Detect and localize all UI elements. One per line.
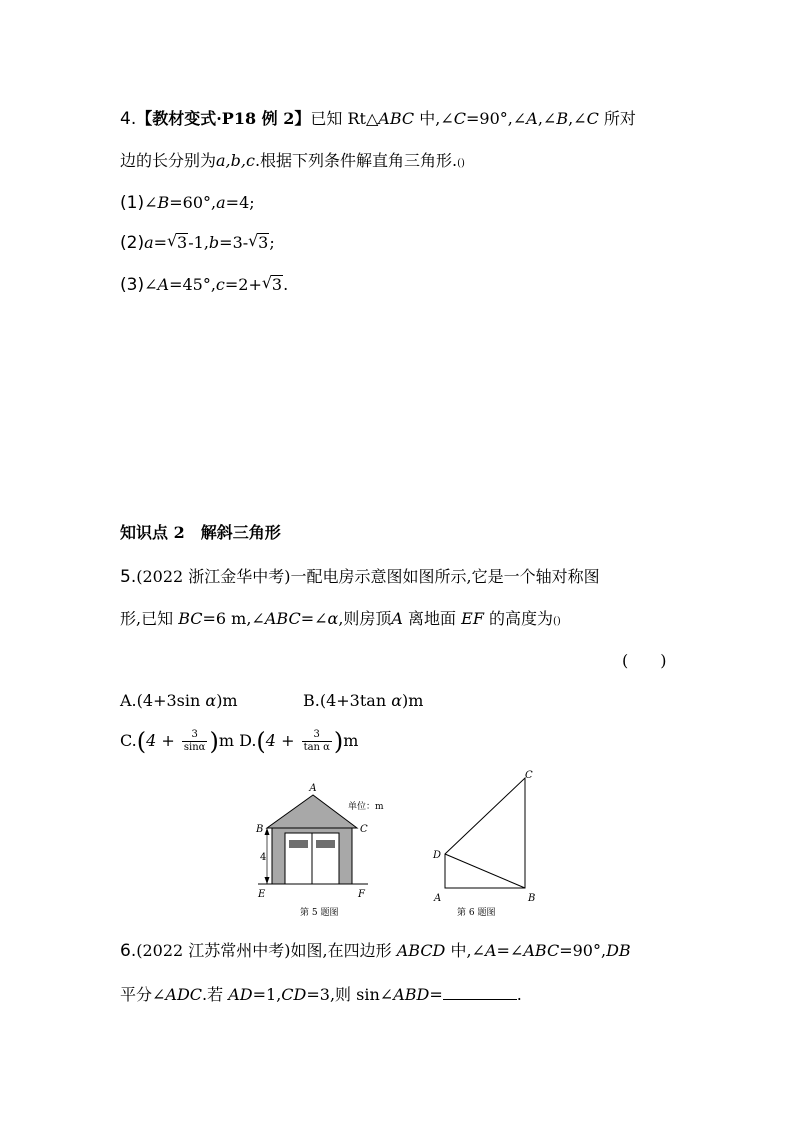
label-height-4: 4: [260, 852, 267, 863]
q4-var: a: [144, 233, 154, 252]
figure-6-quadrilateral-diagram: [425, 764, 555, 928]
q5-options-cd: [120, 726, 358, 757]
q4-var: c: [215, 275, 225, 294]
q4-var: a: [216, 193, 226, 212]
q5-option-a[interactable]: [120, 690, 238, 712]
fraction: [182, 729, 208, 754]
q4-part-2: [120, 232, 275, 254]
q4-var: A: [157, 275, 170, 294]
q5-text: =∠: [300, 609, 328, 628]
option-var: α: [391, 691, 403, 710]
q6-var: ADC: [165, 985, 203, 1004]
option-text: 4 +: [146, 731, 180, 750]
q4-text: ,∠: [568, 109, 587, 128]
figure-5-caption: 第 5 题图: [300, 908, 339, 918]
q5-var: α: [327, 609, 339, 628]
q6-text: =: [429, 985, 443, 1004]
label-d: D: [433, 850, 442, 861]
option-text: 4 +: [265, 731, 300, 750]
label-b: B: [528, 893, 536, 904]
sqrt-symbol: √ 3: [248, 231, 269, 252]
q6-var: ABD: [393, 985, 430, 1004]
q5-text: 离地面: [402, 609, 462, 628]
q6-var: DB: [606, 941, 631, 960]
option-text: D.: [239, 731, 257, 750]
q4-var: b: [208, 233, 220, 252]
unit-label: 单位：m: [348, 802, 384, 812]
fraction-numerator: 3: [302, 729, 332, 742]
label-f: F: [358, 889, 365, 900]
q4-part-1: [120, 192, 255, 214]
sqrt-symbol: √ 3: [167, 231, 188, 252]
q4-text: 所对: [598, 109, 636, 128]
q4-line-2: [120, 150, 465, 175]
q6-line-1: [120, 940, 631, 962]
q4-text: ∠: [144, 275, 158, 294]
q5-var: A: [391, 609, 403, 628]
fraction-numerator: 3: [182, 729, 208, 742]
figure-6-caption: 第 6 题图: [457, 908, 496, 918]
q4-number: 4.: [120, 109, 137, 129]
label-b: B: [256, 824, 264, 835]
q5-small-paren: (): [553, 616, 561, 627]
q6-line-2: [120, 983, 522, 1006]
q4-text: 中,∠: [414, 109, 454, 128]
q4-text: ∠: [144, 193, 158, 212]
q4-text: 已知 Rt: [310, 109, 366, 128]
q5-option-b[interactable]: [303, 690, 423, 712]
q6-text: .: [516, 985, 522, 1004]
q5-var: EF: [461, 609, 484, 628]
q5-text: (2022 浙江金华中考)一配电房示意图如图所示,它是一个轴对称图: [136, 567, 600, 586]
q4-line-1: [120, 108, 636, 130]
q4-text: 边的长分别为: [120, 151, 217, 170]
q4-var: C: [453, 109, 466, 128]
q5-text: =6 m,∠: [202, 609, 265, 628]
sqrt-symbol: √ 3: [261, 273, 283, 294]
q4-text: =: [153, 233, 168, 252]
q5-text: ,则房顶: [338, 609, 392, 628]
radicand: 3: [177, 233, 188, 252]
q5-line-1: [120, 566, 600, 588]
part-number: (2): [120, 233, 145, 253]
q4-text: =90°,∠: [465, 109, 527, 128]
q5-text: 形,已知: [120, 609, 179, 628]
q4-text: =3-: [219, 233, 249, 252]
section-title: 知识点 2 解斜三角形: [120, 523, 281, 542]
label-c: C: [525, 770, 533, 781]
option-text: )m: [402, 691, 424, 710]
fraction-denominator: tan α: [303, 742, 330, 753]
diagonal-db: [445, 854, 525, 888]
radicand: 3: [258, 233, 269, 252]
q6-text: =90°,: [559, 941, 607, 960]
q4-text: =4;: [225, 193, 255, 212]
q5-number: 5.: [120, 567, 137, 587]
q6-text: 平分∠: [120, 985, 166, 1004]
q6-text: (2022 江苏常州中考)如图,在四边形: [136, 941, 397, 960]
label-a: A: [309, 783, 317, 794]
q5-var: BC: [178, 609, 203, 628]
q4-text: .根据下列条件解直角三角形.: [254, 151, 458, 170]
q5-var: ABC: [264, 609, 301, 628]
q6-number: 6.: [120, 941, 137, 961]
q4-text: =45°,: [169, 275, 216, 294]
q4-var: A: [526, 109, 538, 128]
q6-var: ABC: [523, 941, 560, 960]
answer-blank[interactable]: [443, 983, 517, 1000]
q5-text: 的高度为: [483, 609, 554, 628]
part-number: (3): [120, 275, 145, 295]
q6-var: A: [484, 941, 497, 960]
q4-var: ABC: [378, 109, 415, 128]
q5-option-c[interactable]: C.(4 + $\frac{3}{\sin\alpha}$ )m: [120, 727, 234, 756]
option-var: α: [205, 691, 217, 710]
q6-text: =∠: [496, 941, 524, 960]
q6-text: .若: [202, 985, 229, 1004]
figure-5-house-diagram: [250, 778, 410, 928]
q4-tag: 【教材变式·P18 例 2】: [136, 109, 311, 128]
q4-part-3: [120, 274, 288, 296]
label-e: E: [258, 889, 266, 900]
label-a: A: [434, 893, 442, 904]
q4-var: B: [556, 109, 569, 128]
dim-arrow-down: [265, 877, 270, 884]
option-text: m: [218, 731, 234, 750]
q5-answer-paren[interactable]: ( ): [622, 651, 667, 670]
q6-var: CD: [281, 985, 307, 1004]
roof-triangle: [267, 795, 357, 828]
q4-small-paren: (): [457, 158, 465, 169]
option-text: C.: [120, 731, 137, 750]
option-text: m: [343, 731, 359, 750]
option-text: B.(4+3tan: [303, 691, 392, 710]
q5-line-2: [120, 608, 561, 633]
q6-text: =3,则 sin∠: [306, 985, 394, 1004]
q6-var: ABCD: [396, 941, 446, 960]
part-number: (1): [120, 193, 145, 213]
q5-option-d[interactable]: D.(4 + $\frac{3}{\text{tan α}}$ )m: [239, 727, 359, 756]
q4-text: =2+: [224, 275, 262, 294]
option-text: A.(4+3sin: [120, 691, 206, 710]
fraction: [302, 729, 332, 754]
q4-text: ,∠: [537, 109, 557, 128]
label-c: C: [360, 824, 368, 835]
q4-triangle-symbol: △: [365, 109, 379, 128]
q4-var: a,b,c: [216, 151, 255, 170]
q4-text: -1,: [188, 233, 209, 252]
door-window-left: [289, 840, 308, 848]
q6-text: =1,: [252, 985, 282, 1004]
q6-text: 中,∠: [445, 941, 485, 960]
q6-var: AD: [228, 985, 253, 1004]
radicand: 3: [271, 275, 283, 294]
q4-text: =60°,: [169, 193, 217, 212]
q4-var: B: [157, 193, 170, 212]
option-text: )m: [216, 691, 238, 710]
q4-text: ;: [269, 233, 275, 252]
dim-arrow-up: [265, 828, 270, 835]
door-window-right: [316, 840, 335, 848]
q4-text: .: [283, 275, 289, 294]
q4-var: C: [586, 109, 599, 128]
fraction-denominator: sinα: [183, 742, 206, 753]
